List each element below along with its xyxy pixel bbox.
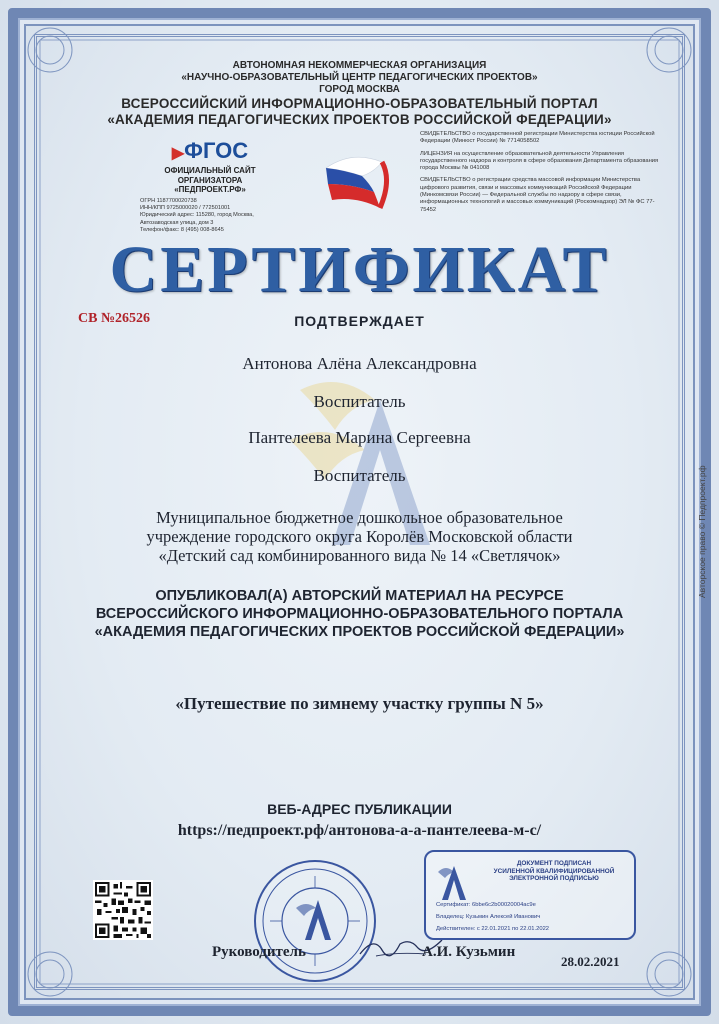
leader-name: А.И. Кузьмин <box>422 944 516 960</box>
registration-details-left <box>140 198 290 234</box>
fgos-sub-1: ОФИЦИАЛЬНЫЙ САЙТ <box>164 166 256 175</box>
reg-left-address-2: Автозаводская улица, дом 3 <box>140 219 214 226</box>
published-line-1: ОПУБЛИКОВАЛ(А) АВТОРСКИЙ МАТЕРИАЛ НА РЕСУРСЕ <box>155 588 564 604</box>
fgos-logo <box>150 138 270 164</box>
e-sign-certificate: Сертификат: 6bbe6c2b00020004ac9e <box>436 902 536 908</box>
fgos-subtitle <box>150 166 270 195</box>
published-line-3: «АКАДЕМИЯ ПЕДАГОГИЧЕСКИХ ПРОЕКТОВ РОССИЙСКОЙ ФЕДЕРАЦИИ» <box>94 624 625 640</box>
org-line-3: ГОРОД МОСКВА <box>319 84 400 95</box>
e-sign-valid: Действителен: с 22.01.2021 по 22.01.2022 <box>436 926 550 932</box>
fgos-logo-text: ФГОС <box>184 138 249 163</box>
fgos-sub-3: «ПЕДПРОЕКТ.РФ» <box>174 185 246 194</box>
org-line-1: АВТОНОМНАЯ НЕКОММЕРЧЕСКАЯ ОРГАНИЗАЦИЯ <box>232 60 487 71</box>
reg-left-inn: ИНН/КПП 9725000020 / 772501001 <box>140 205 231 212</box>
published-statement <box>0 587 719 641</box>
e-signature-heading <box>474 860 634 883</box>
russian-flag-icon <box>322 150 400 210</box>
reg-left-ogrn: ОГРН 1187700020738 <box>140 198 197 204</box>
reg-left-phone: Телефон/факс: 8 (495) 008-8645 <box>140 226 224 233</box>
e-sign-head-2: УСИЛЕННОЙ КВАЛИФИЦИРОВАННОЙ <box>493 867 615 875</box>
organizer-header <box>0 60 719 96</box>
person2-role: Воспитатель <box>313 466 406 485</box>
org-line-2: «НАУЧНО-ОБРАЗОВАТЕЛЬНЫЙ ЦЕНТР ПЕДАГОГИЧЕСКИХ ПРОЕКТОВ» <box>181 72 538 83</box>
academy-logo-icon <box>436 862 470 902</box>
published-line-2: ВСЕРОССИЙСКОГО ИНФОРМАЦИОННО-ОБРАЗОВАТЕЛЬНОГО ПОРТАЛА <box>95 606 624 622</box>
certificate-number: СВ №26526 <box>78 311 151 326</box>
person2-name: Пантелеева Марина Сергеевна <box>248 428 471 447</box>
person1-role: Воспитатель <box>313 392 406 411</box>
web-address-header: ВЕБ-АДРЕС ПУБЛИКАЦИИ <box>267 801 452 817</box>
portal-header <box>0 96 719 128</box>
person1-name: Антонова Алёна Александровна <box>242 354 477 373</box>
copyright-vertical: Авторское право © Педпроект.рф <box>697 465 707 598</box>
work-title: «Путешествие по зимнему участку группы N 5» <box>175 694 544 713</box>
e-signature-box <box>424 850 636 940</box>
reg-right-license: ЛИЦЕНЗИЯ на осуществление образовательной деятельности Управления государственного надзора и контроля в сфере образования Департамента образования города Москвы № 041008 <box>420 150 659 172</box>
official-stamp-seal <box>250 856 380 986</box>
reg-right-smi: СВИДЕТЕЛЬСТВО о регистрации средства массовой информации Министерства цифрового развития, связи и массовых коммуникаций Российской Федерации (Минкомсвязи России) — Федеральной службы по надзору в сфере связи, информационных технологий и массовых коммуникаций (Роскомнадзор) ЭЛ № ФС 77-75452 <box>420 177 655 213</box>
reg-right-svid: СВИДЕТЕЛЬСТВО о государственной регистрации Министерства юстиции Российской Федерации (Минюст России) № 7714058502 <box>420 131 655 145</box>
e-sign-head-3: ЭЛЕКТРОННОЙ ПОДПИСЬЮ <box>509 875 599 883</box>
reg-left-address-1: Юридический адрес: 115280, город Москва, <box>140 212 254 219</box>
publication-url[interactable]: https://педпроект.рф/антонова-а-а-пантелеева-м-с/ <box>177 822 542 839</box>
issue-date: 28.02.2021 <box>561 954 620 969</box>
org-name-line-1: Муниципальное бюджетное дошкольное образовательное <box>156 508 563 527</box>
portal-line-2: «АКАДЕМИЯ ПЕДАГОГИЧЕСКИХ ПРОЕКТОВ РОССИЙСКОЙ ФЕДЕРАЦИИ» <box>107 112 612 127</box>
org-name-line-3: «Детский сад комбинированного вида № 14 «Светлячок» <box>158 546 561 565</box>
registration-details-right <box>420 131 665 219</box>
fgos-sub-2: ОРГАНИЗАТОРА <box>177 175 243 185</box>
fgos-block <box>150 138 270 195</box>
certificate-title: СЕРТИФИКАТ <box>109 233 610 306</box>
org-name-line-2: учреждение городского округа Королёв Московской области <box>146 527 573 546</box>
e-sign-owner: Владелец: Кузьмин Алексей Иванович <box>436 914 541 920</box>
qr-code-icon[interactable] <box>93 880 153 940</box>
portal-line-1: ВСЕРОССИЙСКИЙ ИНФОРМАЦИОННО-ОБРАЗОВАТЕЛЬНЫЙ ПОРТАЛ <box>121 96 598 111</box>
fgos-mark-icon: ▶ <box>171 145 185 162</box>
organization-name <box>0 508 719 565</box>
leader-label: Руководитель <box>212 944 306 960</box>
e-sign-head-1: ДОКУМЕНТ ПОДПИСАН <box>516 860 592 867</box>
confirms-label: ПОДТВЕРЖДАЕТ <box>294 313 425 329</box>
